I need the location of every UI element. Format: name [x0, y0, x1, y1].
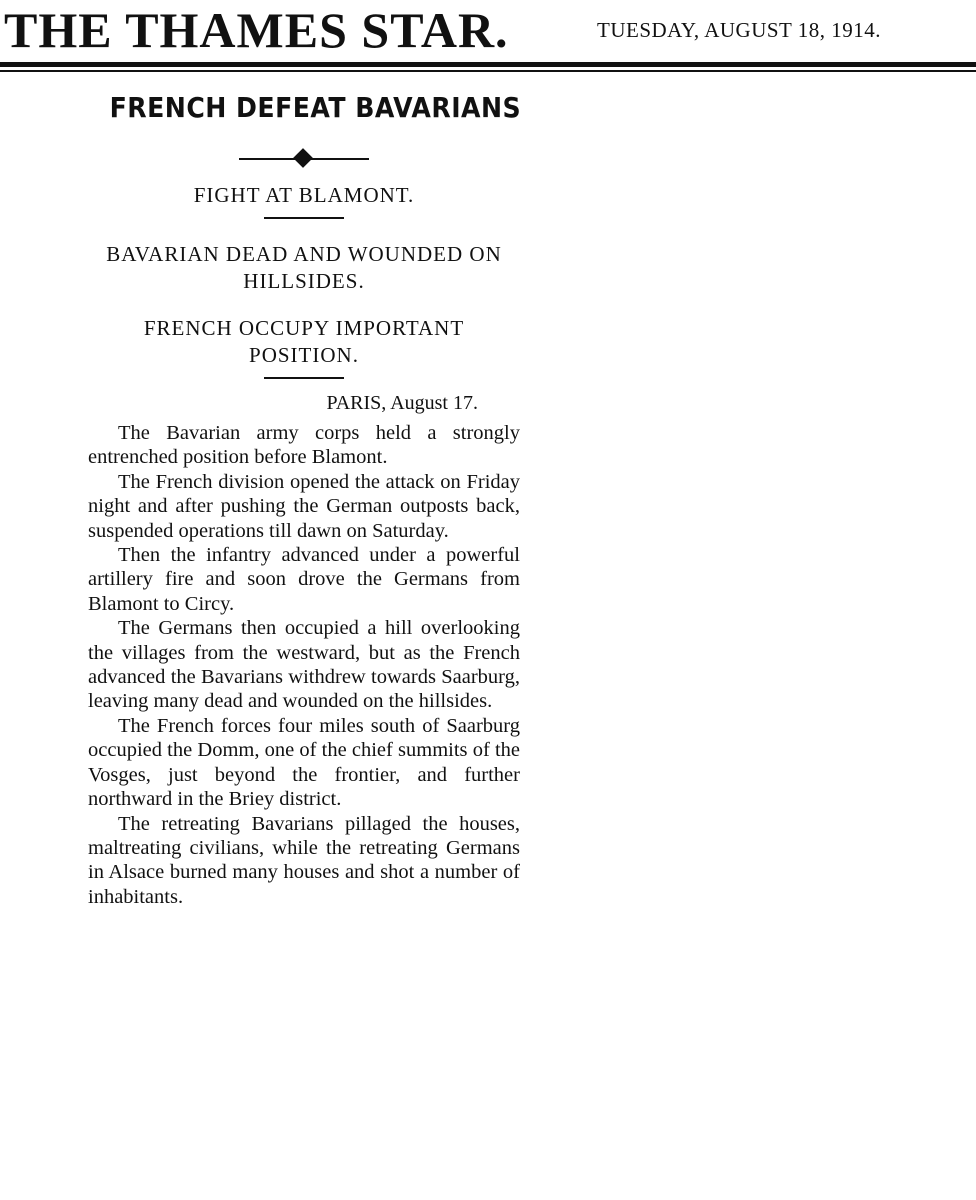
subhead-dead-wounded: BAVARIAN DEAD AND WOUNDED ON HILLSIDES.	[106, 242, 502, 293]
paragraph: The French forces four miles south of Saarburg occupied the Domm, one of the chief summits of the Vosges, just beyond the frontier, and further northward in the Briey district.	[88, 714, 520, 811]
article-body	[88, 421, 520, 909]
article-dateline: PARIS, August 17.	[326, 392, 478, 414]
masthead-rule-thin	[0, 70, 976, 72]
paragraph: The Bavarian army corps held a strongly entrenched position before Blamont.	[88, 422, 520, 469]
article-headline: FRENCH DEFEAT BAVARIANS	[109, 91, 522, 124]
masthead	[0, 0, 976, 62]
newspaper-name: THE THAMES STAR.	[4, 2, 509, 58]
short-rule	[264, 377, 344, 379]
ornament-divider-icon	[239, 148, 369, 170]
article-column	[88, 82, 520, 909]
subhead-fight: FIGHT AT BLAMONT.	[193, 183, 415, 207]
paragraph: Then the infantry advanced under a powerful artillery fire and soon drove the Germans from Blamont to Circy.	[88, 544, 520, 615]
masthead-rule-thick	[0, 62, 976, 67]
subhead-occupy: FRENCH OCCUPY IMPORTANT POSITION.	[143, 316, 465, 367]
short-rule	[264, 217, 344, 219]
paragraph: The retreating Bavarians pillaged the houses, maltreating civilians, while the retreating Germans in Alsace burned many houses and shot a number of inhabitants.	[88, 812, 520, 908]
paragraph: The Germans then occupied a hill overlooking the villages from the westward, but as the French advanced the Bavarians withdrew towards Saarburg, leaving many dead and wounded on the hillsides.	[88, 617, 520, 713]
issue-date: TUESDAY, AUGUST 18, 1914.	[597, 18, 881, 42]
paragraph: The French division opened the attack on Friday night and after pushing the German outposts back, suspended operations till dawn on Saturday.	[88, 470, 520, 542]
